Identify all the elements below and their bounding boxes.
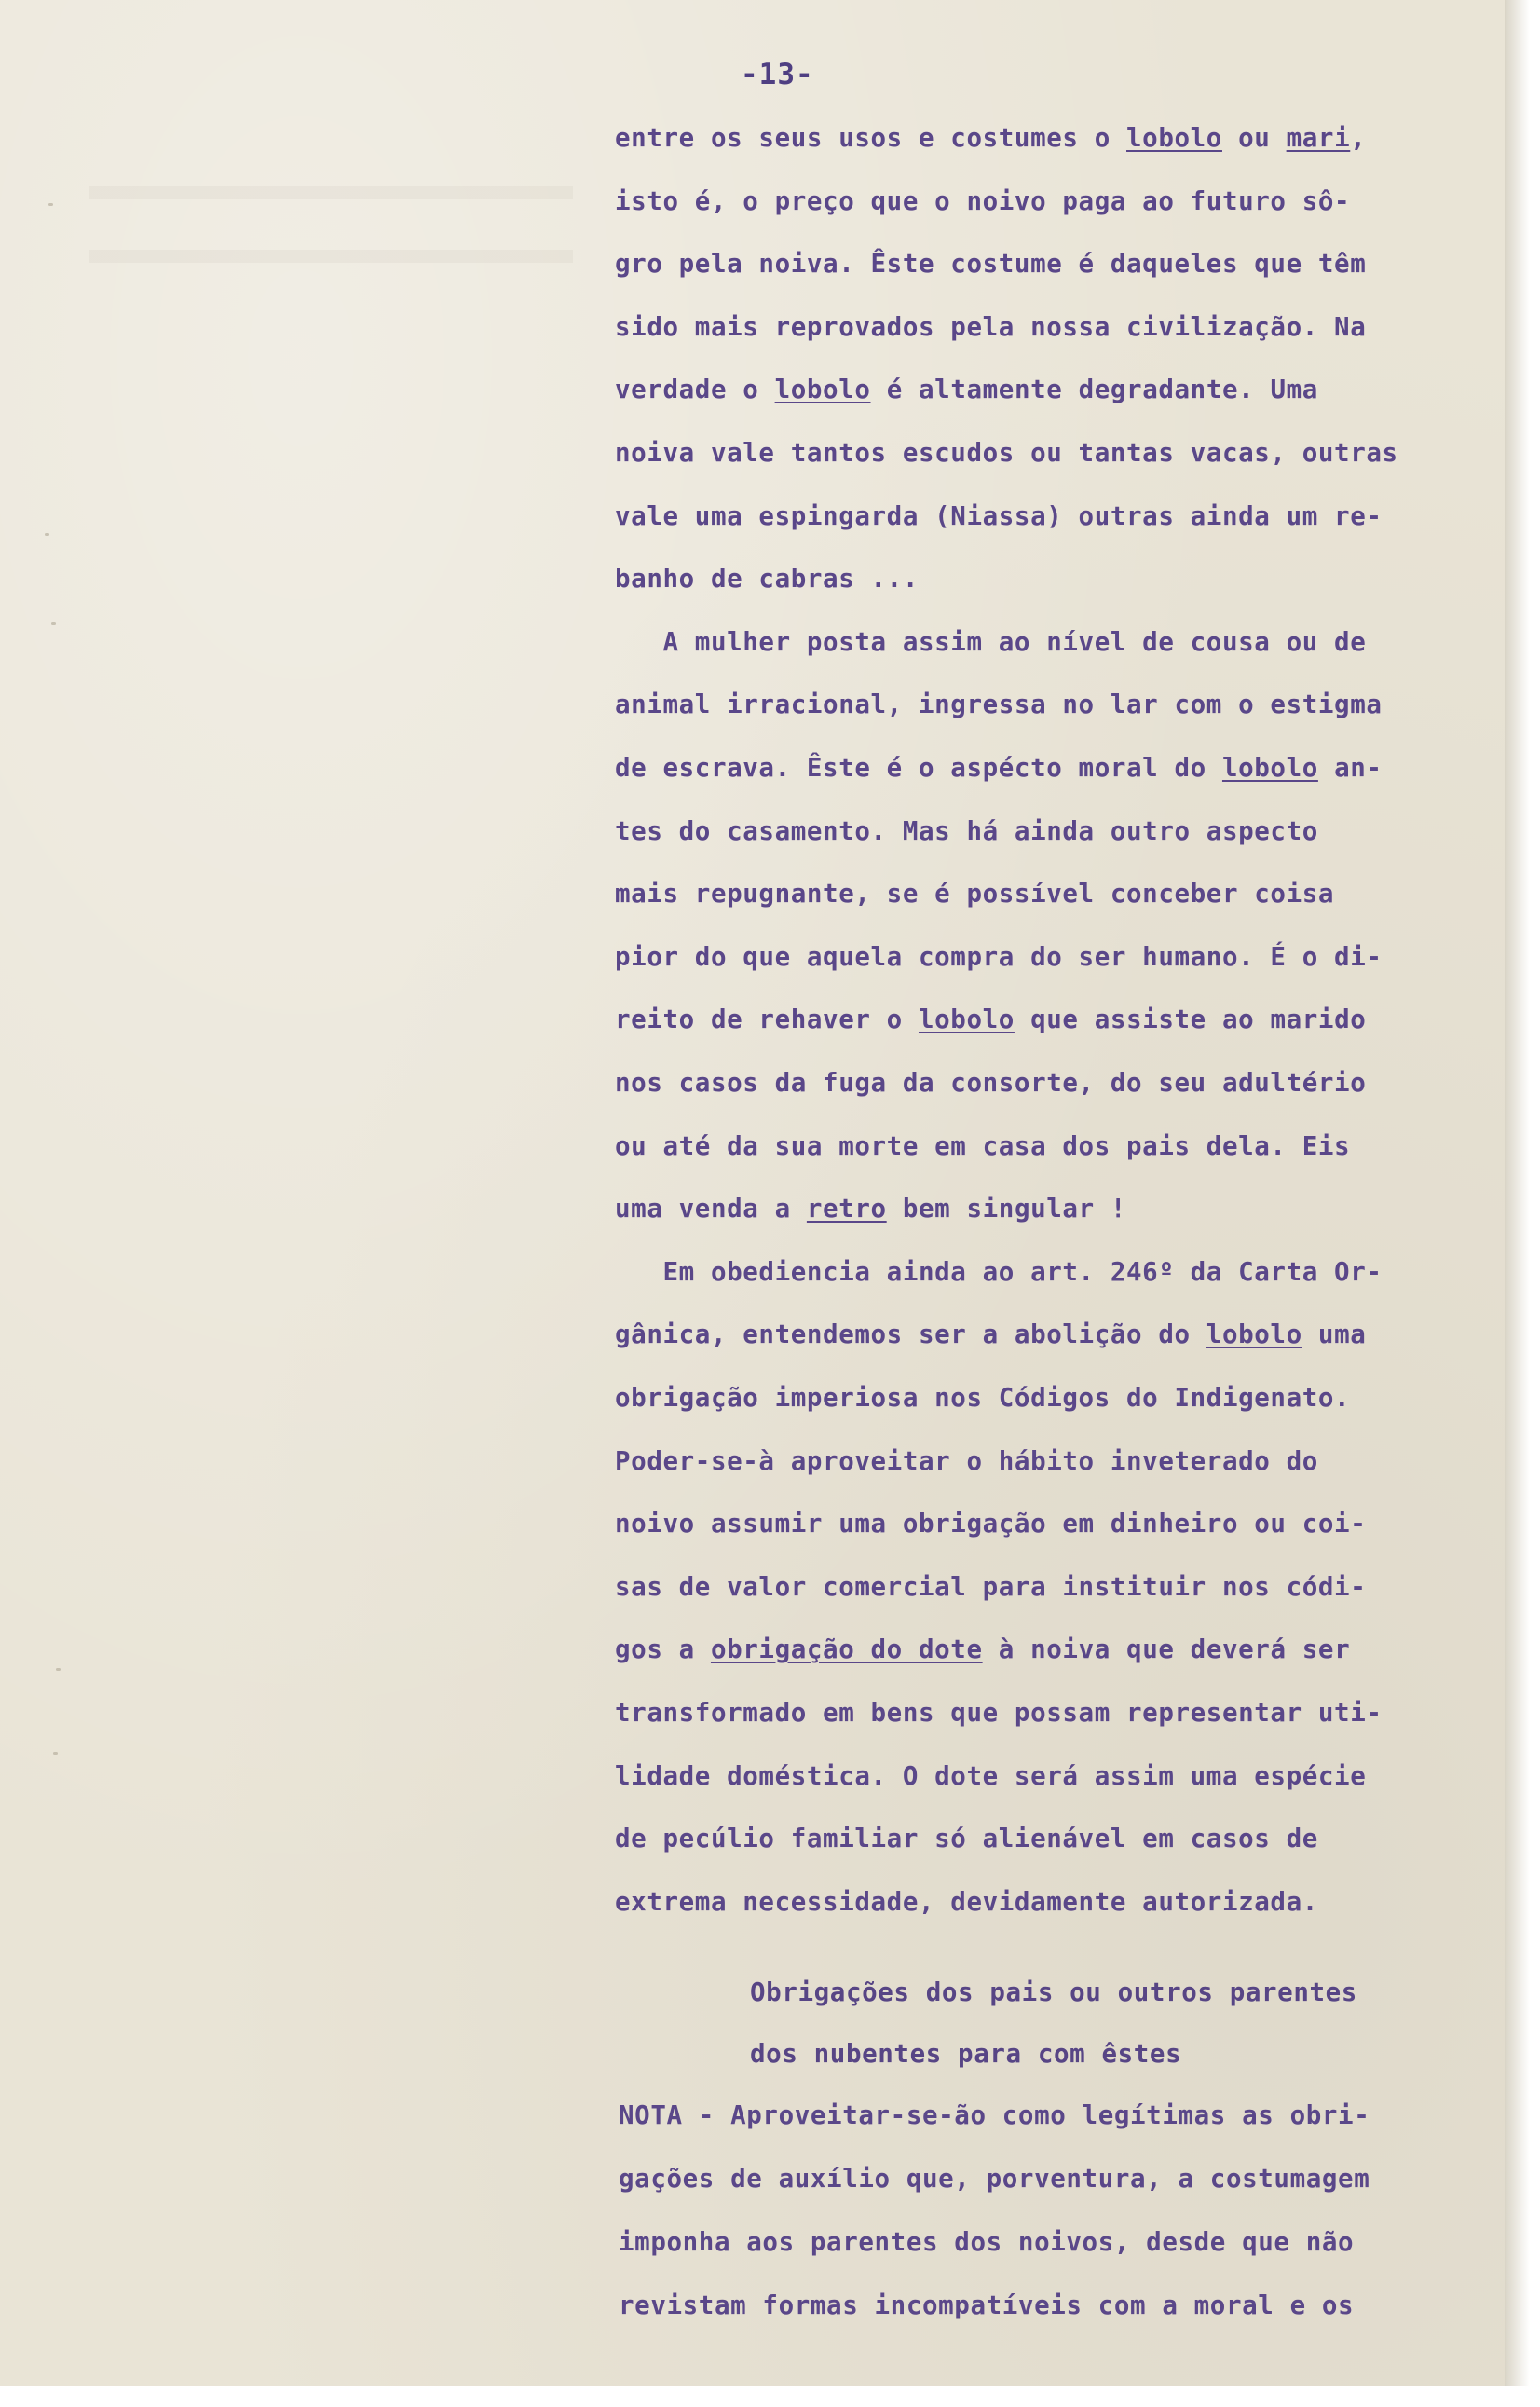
body-line: de escrava. Êste é o aspécto moral do lobolo an- [615,753,1383,783]
body-line: noiva vale tantos escudos ou tantas vacas, outras [615,438,1398,468]
body-line: obrigação imperiosa nos Códigos do Indigenato. [615,1383,1351,1413]
body-line: reito de rehaver o lobolo que assiste ao marido [615,1005,1367,1035]
underlined-term: lobolo [1221,753,1318,783]
body-line: gos a obrigação do dote à noiva que deverá ser [615,1634,1351,1665]
body-line: mais repugnante, se é possível conceber coisa [615,879,1335,909]
paper-speck [45,533,49,536]
underlined-term: lobolo [1126,123,1222,153]
body-line: pior do que aquela compra do ser humano. É o di- [615,941,1383,972]
underlined-term: obrigação do dote [710,1634,983,1665]
body-line: verdade o lobolo é altamente degradante. Uma [615,375,1318,405]
note-line: NOTA - Aproveitar-se-ão como legítimas as obri- [619,2100,1370,2130]
note-line: revistam formas incompatíveis com a moral e os [619,2291,1355,2320]
paper-speck [53,1752,58,1755]
note-line: imponha aos parentes dos noivos, desde que não [619,2227,1355,2257]
paper-speck [51,622,56,625]
body-line: entre os seus usos e costumes o lobolo ou mari, [615,123,1367,153]
body-line: de pecúlio familiar só alienável em casos de [615,1824,1318,1854]
underlined-term: lobolo [918,1005,1015,1035]
body-line: sido mais reprovados pela nossa civilização. Na [615,311,1367,342]
body-line: gro pela noiva. Êste costume é daqueles que têm [615,249,1367,280]
body-line: ou até da sua morte em casa dos pais dela. Eis [615,1130,1351,1161]
note-line: gações de auxílio que, porventura, a costumagem [619,2164,1370,2194]
body-line: transformado em bens que possam representar uti- [615,1698,1383,1728]
underlined-term: lobolo [1206,1320,1302,1350]
scan-margin [0,2386,1540,2407]
underlined-term: mari [1286,123,1351,153]
scan-edge [1505,0,1540,2407]
body-line: tes do casamento. Mas há ainda outro aspecto [615,815,1318,846]
bleed-through-text [89,186,573,298]
page-number: -13- [741,58,814,91]
paper-speck [48,203,53,206]
section-heading-line: dos nubentes para com êstes [750,2039,1182,2069]
body-line: vale uma espingarda (Niassa) outras ainda um re- [615,500,1383,531]
body-line: lidade doméstica. O dote será assim uma espécie [615,1760,1367,1791]
body-line: gânica, entendemos ser a abolição do lobolo uma [615,1320,1367,1350]
paper-speck [56,1668,61,1671]
body-line: isto é, o preço que o noivo paga ao futuro sô- [615,185,1351,216]
body-line: noivo assumir uma obrigação em dinheiro ou coi- [615,1509,1367,1539]
underlined-term: lobolo [774,375,871,405]
body-line: animal irracional, ingressa no lar com o estigma [615,690,1383,720]
body-line: Em obediencia ainda ao art. 246º da Carta Or- [615,1256,1383,1287]
body-line: A mulher posta assim ao nível de cousa ou de [615,626,1367,657]
body-line: nos casos da fuga da consorte, do seu adultério [615,1068,1367,1098]
underlined-term: retro [806,1194,887,1224]
body-line: uma venda a retro bem singular ! [615,1194,1127,1224]
body-line: Poder-se-à aproveitar o hábito inveterado do [615,1445,1318,1476]
body-line: extrema necessidade, devidamente autorizada. [615,1886,1318,1917]
body-line: sas de valor comercial para instituir nos códi- [615,1571,1367,1602]
body-line: banho de cabras ... [615,564,919,595]
section-heading-line: Obrigações dos pais ou outros parentes [750,1977,1357,2007]
